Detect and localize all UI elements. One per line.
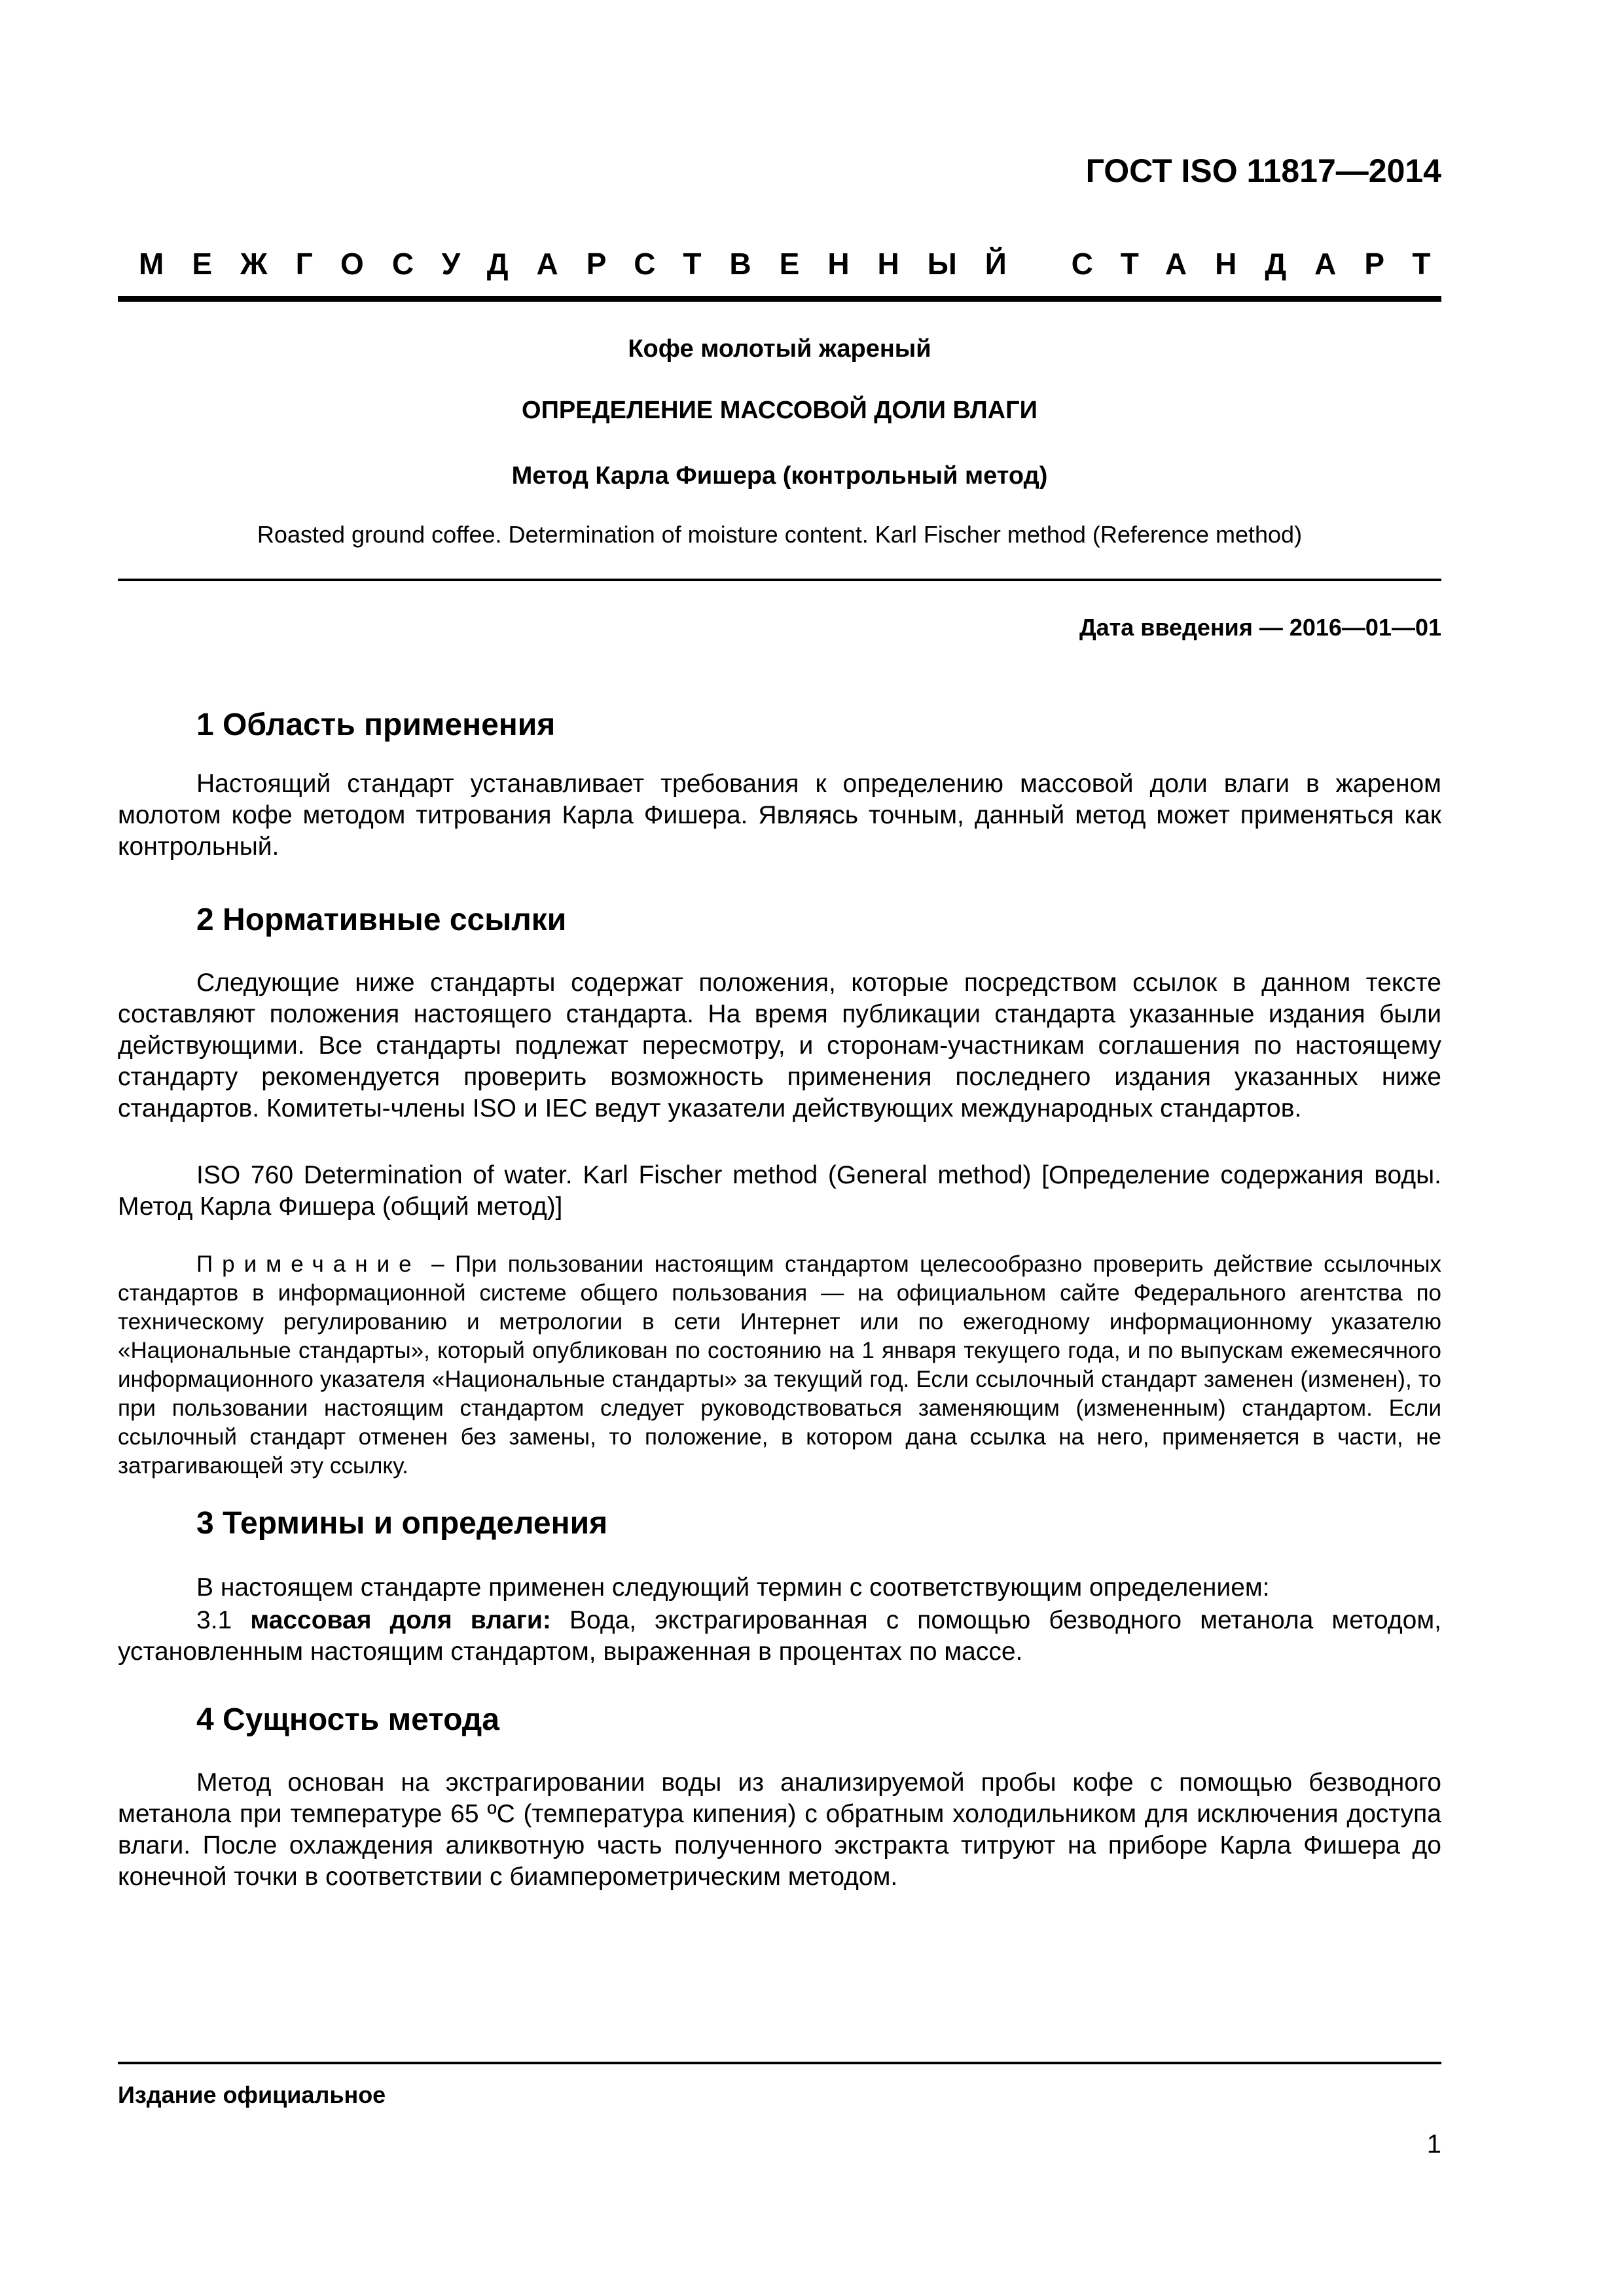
intro-date: Дата введения — 2016—01—01	[1079, 614, 1441, 641]
section-heading-terms: 3 Термины и определения	[196, 1506, 608, 1541]
title-product: Кофе молотый жареный	[628, 335, 931, 363]
section-heading-references: 2 Нормативные ссылки	[196, 903, 567, 937]
term-number: 3.1	[196, 1606, 232, 1634]
title-method: Метод Карла Фишера (контрольный метод)	[511, 462, 1048, 490]
header-rule	[118, 296, 1441, 302]
scope-text: Настоящий стандарт устанавливает требования к определению массовой доли влаги в жареном молотом кофе методом титрования Карла Фишера. Являясь точным, данный метод может применяться как контрольный.	[118, 770, 1441, 861]
footer-rule	[118, 2062, 1441, 2064]
references-note	[118, 1250, 1441, 1480]
gost-code: ГОСТ ISO 11817—2014	[1085, 152, 1441, 189]
title-english: Roasted ground coffee. Determination of moisture content. Karl Fischer method (Reference method)	[257, 521, 1303, 548]
principle-text: Метод основан на экстрагировании воды из анализируемой пробы кофе с помощью безводного метанола при температуре 65 ºC (температура кипения) с обратным холодильником для исключения доступа влаги. После охлаждения аликвотную часть полученного экстракта титруют на приборе Карла Фишера до конечной точки в соответствии с биамперометрическим методом.	[118, 1768, 1441, 1891]
title-rule	[118, 579, 1441, 581]
references-text: Следующие ниже стандарты содержат положения, которые посредством ссылок в данном тексте составляют положения настоящего стандарта. На время публикации стандарта указанные издания были действующими. Все стандарты подлежат пересмотру, и сторонам-участникам соглашения по настоящему стандарту рекомендуется проверить возможность применения последнего издания указанных ниже стандартов. Комитеты-члены ISO и IEC ведут указатели действующих международных стандартов.	[118, 969, 1441, 1122]
note-text: – При пользовании настоящим стандартом целесообразно проверить действие ссылочных стандартов в информационной системе общего пользования — на официальном сайте Федерального агентства по техническому регулированию и метрологии в сети Интернет или по ежегодному информационному указателю «Национальные стандарты», который опубликован по состоянию на 1 января текущего года, и по выпускам ежемесячного информационного указателя «Национальные стандарты» за текущий год. Если ссылочный стандарт заменен (изменен), то при пользовании настоящим стандартом следует руководствоваться заменяющим (измененным) стандартом. Если ссылочный стандарт отменен без замены, то положение, в котором дана ссылка на него, применяется в части, не затрагивающей эту ссылку.	[118, 1251, 1441, 1479]
term-def: Вода, экстрагированная с помощью безводного метанола методом, установленным настоящим стандартом, выраженная в процентах по массе.	[118, 1606, 1441, 1666]
page-number: 1	[1426, 2130, 1441, 2159]
terms-intro: В настоящем стандарте применен следующий термин с соответствующим определением:	[196, 1573, 1270, 1602]
section-heading-scope: 1 Область применения	[196, 708, 556, 742]
section-heading-principle: 4 Сущность метода	[196, 1702, 499, 1737]
iso-reference: ISO 760 Determination of water. Karl Fischer method (General method) [Определение содержания воды. Метод Карла Фишера (общий метод)]	[118, 1161, 1441, 1221]
term-definition	[118, 1605, 1441, 1668]
edition-label: Издание официальное	[118, 2081, 386, 2108]
title-subject: ОПРЕДЕЛЕНИЕ МАССОВОЙ ДОЛИ ВЛАГИ	[522, 397, 1038, 424]
term-name: массовая доля влаги:	[250, 1606, 551, 1634]
note-label: Примечание	[196, 1251, 421, 1277]
standard-type: МЕЖГОСУДАРСТВЕННЫЙ СТАНДАРТ	[139, 247, 1459, 281]
